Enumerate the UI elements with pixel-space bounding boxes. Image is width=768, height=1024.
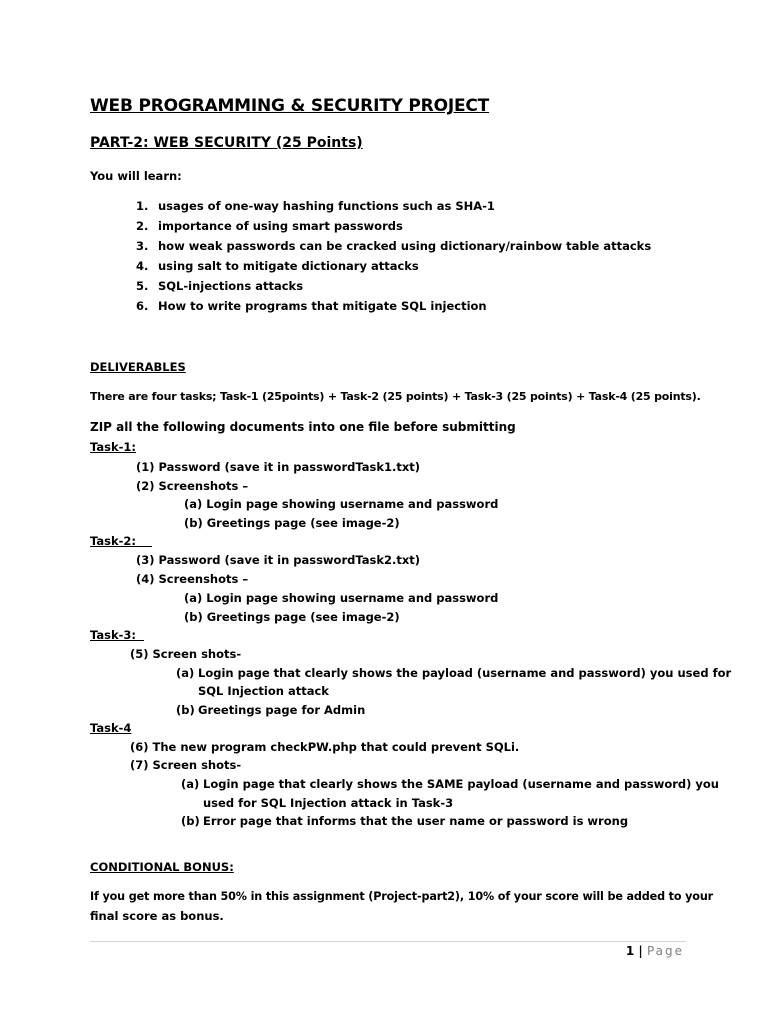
- bonus-text-line1: If you get more than 50% in this assignment (Project-part2), 10% of your score will be added to your: [90, 890, 714, 903]
- page-separator: |: [634, 944, 647, 958]
- bonus-heading: CONDITIONAL BONUS:: [90, 860, 234, 874]
- learn-item: [136, 259, 419, 273]
- learn-item-number: 1.: [136, 199, 149, 213]
- learn-item-text: How to write programs that mitigate SQL injection: [158, 299, 487, 313]
- document-title: WEB PROGRAMMING & SECURITY PROJECT: [90, 96, 490, 116]
- task4-login-page: Login page that clearly shows the SAME payload (username and password) you: [203, 777, 719, 791]
- task2-greetings-page: (b) Greetings page (see image-2): [184, 610, 400, 624]
- task1-screenshots: (2) Screenshots –: [136, 479, 249, 493]
- task4-label: Task-4: [90, 721, 132, 735]
- learn-item-text: importance of using smart passwords: [158, 219, 403, 233]
- page-word: Page: [646, 944, 684, 958]
- learn-item-number: 2.: [136, 219, 149, 233]
- task4-error-marker: (b): [181, 814, 200, 828]
- learn-item-number: 5.: [136, 279, 149, 293]
- part-heading: PART-2: WEB SECURITY (25 Points): [90, 135, 363, 151]
- task2-password: (3) Password (save it in passwordTask2.txt): [136, 553, 421, 567]
- learn-item: [136, 199, 495, 213]
- task3-login-marker: (a): [176, 666, 195, 680]
- deliverables-heading: DELIVERABLES: [90, 360, 186, 374]
- task4-login-page-cont: used for SQL Injection attack in Task-3: [203, 796, 454, 810]
- task4-error-page: Error page that informs that the user name or password is wrong: [203, 814, 629, 828]
- task3-label: Task-3:: [90, 628, 144, 642]
- task2-screenshots: (4) Screenshots –: [136, 572, 249, 586]
- learn-item: [136, 279, 303, 293]
- task4-program: (6) The new program checkPW.php that could prevent SQLi.: [130, 740, 520, 754]
- task1-login-page: (a) Login page showing username and password: [184, 497, 499, 511]
- learn-item: [136, 219, 403, 233]
- learn-item-number: 4.: [136, 259, 149, 273]
- task4-screenshots: (7) Screen shots-: [130, 758, 242, 772]
- task3-login-page: Login page that clearly shows the payload (username and password) you used for: [198, 666, 732, 680]
- task3-greetings-page: Greetings page for Admin: [198, 703, 366, 717]
- learn-intro: You will learn:: [90, 169, 182, 183]
- learn-item-text: SQL-injections attacks: [158, 279, 304, 293]
- learn-item-text: usages of one-way hashing functions such as SHA-1: [158, 199, 495, 213]
- task4-login-marker: (a): [181, 777, 200, 791]
- learn-item-number: 3.: [136, 239, 149, 253]
- learn-item: [136, 239, 651, 253]
- bonus-text-line2: final score as bonus.: [90, 909, 224, 923]
- learn-item: [136, 299, 487, 313]
- task2-label: Task-2:: [90, 534, 153, 548]
- tasks-summary: There are four tasks; Task-1 (25points) + Task-2 (25 points) + Task-3 (25 points) + Task-4 (25 points).: [90, 390, 701, 403]
- page-number: 1: [625, 944, 635, 958]
- task1-label: Task-1:: [90, 440, 136, 454]
- task1-password: (1) Password (save it in passwordTask1.txt): [136, 460, 421, 474]
- task2-login-page: (a) Login page showing username and password: [184, 591, 499, 605]
- learn-item-text: how weak passwords can be cracked using dictionary/rainbow table attacks: [158, 239, 652, 253]
- task3-screenshots: (5) Screen shots-: [130, 647, 242, 661]
- task1-greetings-page: (b) Greetings page (see image-2): [184, 516, 400, 530]
- task3-login-page-cont: SQL Injection attack: [198, 684, 329, 698]
- zip-note: ZIP all the following documents into one file before submitting: [90, 420, 516, 434]
- footer-divider: [90, 941, 686, 942]
- learn-item-number: 6.: [136, 299, 149, 313]
- page-footer: [626, 944, 684, 958]
- task3-greetings-marker: (b): [176, 703, 195, 717]
- learn-item-text: using salt to mitigate dictionary attacks: [158, 259, 419, 273]
